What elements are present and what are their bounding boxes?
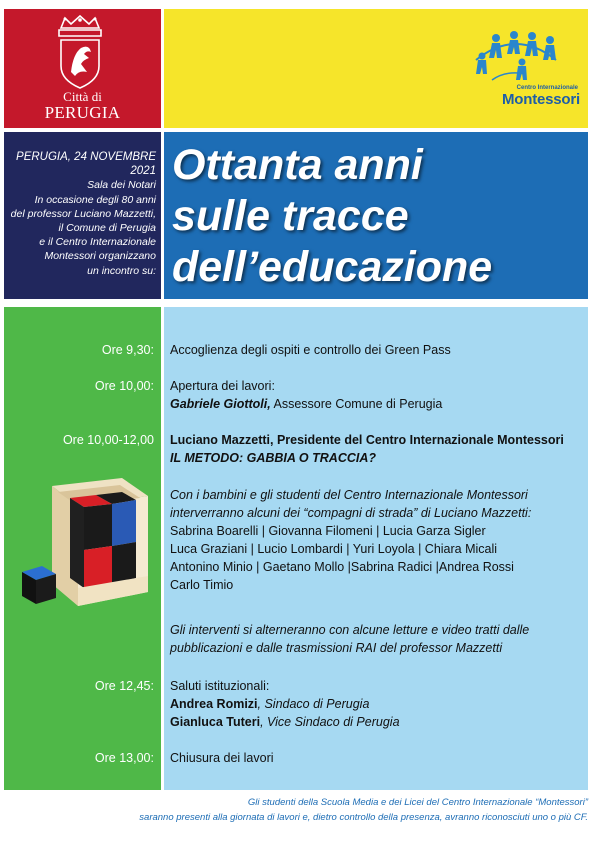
montessori-logo-title: Montessori (501, 91, 580, 108)
speaker-role: , Sindaco di Perugia (257, 697, 370, 711)
program-note (170, 621, 582, 657)
city-name-line2: PERUGIA (44, 103, 121, 122)
event-date: PERUGIA, 24 NOVEMBRE 2021 (16, 151, 156, 178)
footer-line: saranno presenti alla giornata di lavori e, dietro controllo della presenza, avranno riconosciuti uno o più CF. (139, 812, 588, 823)
intro-line: e il Centro Internazionale (39, 236, 156, 249)
speaker-role: Assessore Comune di Perugia (270, 397, 443, 411)
program-entry (170, 677, 582, 731)
page-title (172, 140, 582, 293)
intro-line: Montessori organizzano (44, 250, 156, 263)
intro-text (6, 150, 156, 278)
speaker-name: Andrea Romizi (170, 697, 258, 711)
main-speaker: Luciano Mazzetti, Presidente del Centro Internazionale Montessori (170, 433, 564, 447)
time-slot: Ore 10,00: (94, 379, 154, 393)
entry-text: Accoglienza degli ospiti e controllo dei Green Pass (170, 343, 451, 357)
footer-line: Gli studenti della Scuola Media e dei Licei del Centro Internazionale “Montessori” (247, 797, 588, 808)
participants-line: Luca Graziani | Lucio Lombardi | Yuri Loyola | Chiara Micali (170, 542, 498, 556)
binomial-cube-icon (12, 476, 154, 614)
intro-line: un incontro su: (87, 264, 156, 277)
time-slot: Ore 9,30: (101, 343, 154, 357)
program-entry (170, 749, 582, 767)
intro-line: Sala dei Notari (87, 179, 156, 192)
city-name (4, 90, 161, 121)
participants-line: Carlo Timio (170, 578, 234, 592)
footer-note (4, 795, 588, 825)
title-line: dell’educazione (172, 243, 493, 291)
intro-line: il Comune di Perugia (58, 222, 156, 235)
time-slot: Ore 10,00-12,00 (62, 433, 154, 447)
intro-line: del professor Luciano Mazzetti, (10, 207, 156, 220)
time-slot: Ore 12,45: (94, 679, 154, 693)
participants-line: Sabrina Boarelli | Giovanna Filomeni | Lucia Garza Sigler (170, 524, 486, 538)
entry-text: Apertura dei lavori: (170, 379, 275, 393)
speaker-role: , Vice Sindaco di Perugia (260, 715, 400, 729)
city-name-line1: Città di (63, 89, 102, 104)
program-entry (170, 341, 582, 359)
title-line: Ottanta anni (172, 141, 423, 189)
time-slot: Ore 13,00: (94, 751, 154, 765)
program-entry (170, 431, 582, 467)
participants-line: Antonino Minio | Gaetano Mollo |Sabrina Radici |Andrea Rossi (170, 560, 514, 574)
intro-line: In occasione degli 80 anni (34, 193, 156, 206)
entry-text: Con i bambini e gli studenti del Centro Internazionale Montessori (170, 488, 528, 502)
note-text: pubblicazioni e dalle trasmissioni RAI del professor Mazzetti (170, 641, 503, 655)
entry-text: interverranno alcuni dei “compagni di strada” di Luciano Mazzetti: (170, 506, 532, 520)
program-entry (170, 486, 582, 594)
title-line: sulle tracce (172, 192, 409, 240)
entry-speaker (170, 395, 582, 413)
montessori-children-logo-icon (466, 30, 574, 90)
speaker-name: Gabriele Giottoli, (170, 397, 271, 411)
talk-title: IL METODO: GABBIA O TRACCIA? (170, 451, 377, 465)
program-entry (170, 377, 582, 413)
entry-text: Chiusura dei lavori (170, 751, 274, 765)
montessori-logo-subtitle: Centro Internazionale (516, 85, 578, 91)
entry-text: Saluti istituzionali: (170, 679, 270, 693)
city-crest-icon (51, 14, 109, 94)
speaker-name: Gianluca Tuteri (170, 715, 261, 729)
note-text: Gli interventi si alterneranno con alcune letture e video tratti dalle (170, 623, 530, 637)
